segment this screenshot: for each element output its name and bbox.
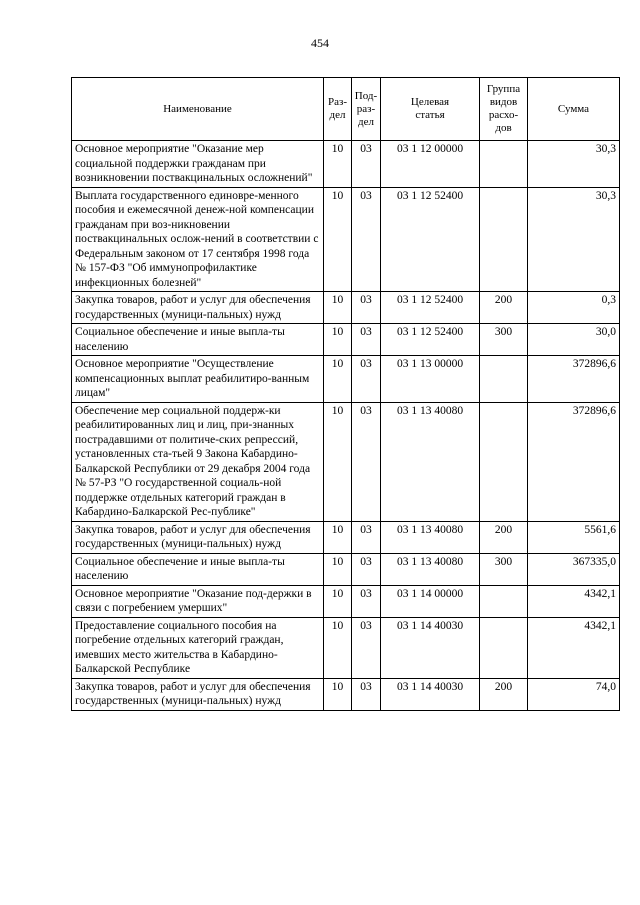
cell-sum: 5561,6 (528, 521, 620, 553)
cell-target: 03 1 13 40080 (381, 402, 480, 521)
cell-name: Закупка товаров, работ и услуг для обеспечения государственных (муници-пальных) нужд (72, 521, 324, 553)
cell-sum: 30,3 (528, 141, 620, 188)
cell-target: 03 1 12 52400 (381, 292, 480, 324)
cell-subsection: 03 (352, 187, 381, 292)
table-row (72, 617, 620, 678)
cell-subsection: 03 (352, 292, 381, 324)
cell-group (480, 356, 528, 403)
cell-target: 03 1 12 52400 (381, 187, 480, 292)
cell-group (480, 187, 528, 292)
cell-group (480, 402, 528, 521)
table-row (72, 678, 620, 710)
cell-subsection: 03 (352, 141, 381, 188)
cell-sum: 0,3 (528, 292, 620, 324)
table-row (72, 402, 620, 521)
cell-group: 300 (480, 324, 528, 356)
cell-group: 200 (480, 292, 528, 324)
cell-name: Предоставление социального пособия на погребение отдельных категорий граждан, имевших место жительства в Кабардино-Балкарской Республике (72, 617, 324, 678)
header-section: Раз- дел (324, 78, 352, 141)
cell-group (480, 141, 528, 188)
cell-group (480, 585, 528, 617)
table-row (72, 521, 620, 553)
cell-target: 03 1 13 00000 (381, 356, 480, 403)
cell-sum: 4342,1 (528, 617, 620, 678)
cell-group: 300 (480, 553, 528, 585)
page-number: 454 (311, 36, 329, 50)
table-row (72, 585, 620, 617)
cell-section: 10 (324, 356, 352, 403)
cell-sum: 372896,6 (528, 402, 620, 521)
cell-group: 200 (480, 678, 528, 710)
cell-section: 10 (324, 585, 352, 617)
cell-sum: 372896,6 (528, 356, 620, 403)
cell-subsection: 03 (352, 678, 381, 710)
cell-section: 10 (324, 521, 352, 553)
header-target: Целевая статья (381, 78, 480, 141)
cell-name: Выплата государственного единовре-менного пособия и ежемесячной денеж-ной компенсации гражданам при воз-никновении поствакцинальных ослож-нений в соответствии с Федеральным законом от 17 сентября 1998 года № 157-ФЗ "Об иммунопрофилактике инфекционных болезней" (72, 187, 324, 292)
cell-name: Основное мероприятие "Оказание под-держки в связи с погребением умерших" (72, 585, 324, 617)
cell-target: 03 1 14 00000 (381, 585, 480, 617)
cell-subsection: 03 (352, 617, 381, 678)
cell-subsection: 03 (352, 356, 381, 403)
cell-section: 10 (324, 324, 352, 356)
header-subsection: Под- раз- дел (352, 78, 381, 141)
header-name: Наименование (72, 78, 324, 141)
cell-sum: 30,0 (528, 324, 620, 356)
cell-name: Социальное обеспечение и иные выпла-ты населению (72, 553, 324, 585)
cell-subsection: 03 (352, 521, 381, 553)
cell-name: Обеспечение мер социальной поддерж-ки реабилитированных лиц и лиц, при-знанных пострадавшими от политиче-ских репрессий, установленных ста-тьей 9 Закона Кабардино-Балкарской Республики от 29 декабря 2004 года № 57-РЗ "О государственной социаль-ной поддержке отдельных категорий граждан в Кабардино-Балкарской Рес-публике" (72, 402, 324, 521)
cell-group (480, 617, 528, 678)
cell-section: 10 (324, 617, 352, 678)
table-row (72, 356, 620, 403)
cell-subsection: 03 (352, 402, 381, 521)
cell-target: 03 1 14 40030 (381, 617, 480, 678)
table-row (72, 187, 620, 292)
cell-section: 10 (324, 141, 352, 188)
cell-name: Социальное обеспечение и иные выпла-ты населению (72, 324, 324, 356)
cell-section: 10 (324, 678, 352, 710)
cell-name: Закупка товаров, работ и услуг для обеспечения государственных (муници-пальных) нужд (72, 292, 324, 324)
cell-target: 03 1 12 52400 (381, 324, 480, 356)
cell-sum: 367335,0 (528, 553, 620, 585)
cell-subsection: 03 (352, 324, 381, 356)
cell-sum: 4342,1 (528, 585, 620, 617)
cell-name: Закупка товаров, работ и услуг для обеспечения государственных (муници-пальных) нужд (72, 678, 324, 710)
cell-sum: 74,0 (528, 678, 620, 710)
header-sum: Сумма (528, 78, 620, 141)
cell-name: Основное мероприятие "Осуществление компенсационных выплат реабилитиро-ванным лицам" (72, 356, 324, 403)
cell-section: 10 (324, 187, 352, 292)
cell-section: 10 (324, 402, 352, 521)
table-row (72, 553, 620, 585)
budget-table (71, 77, 620, 711)
cell-section: 10 (324, 292, 352, 324)
cell-sum: 30,3 (528, 187, 620, 292)
cell-target: 03 1 13 40080 (381, 521, 480, 553)
cell-target: 03 1 12 00000 (381, 141, 480, 188)
cell-name: Основное мероприятие "Оказание мер социальной поддержки гражданам при возникновении поствакцинальных осложнений" (72, 141, 324, 188)
cell-subsection: 03 (352, 553, 381, 585)
cell-section: 10 (324, 553, 352, 585)
header-group: Группа видов расхо- дов (480, 78, 528, 141)
table-row (72, 324, 620, 356)
cell-group: 200 (480, 521, 528, 553)
table-header-row (72, 78, 620, 141)
cell-target: 03 1 14 40030 (381, 678, 480, 710)
cell-subsection: 03 (352, 585, 381, 617)
table-row (72, 141, 620, 188)
table-row (72, 292, 620, 324)
cell-target: 03 1 13 40080 (381, 553, 480, 585)
